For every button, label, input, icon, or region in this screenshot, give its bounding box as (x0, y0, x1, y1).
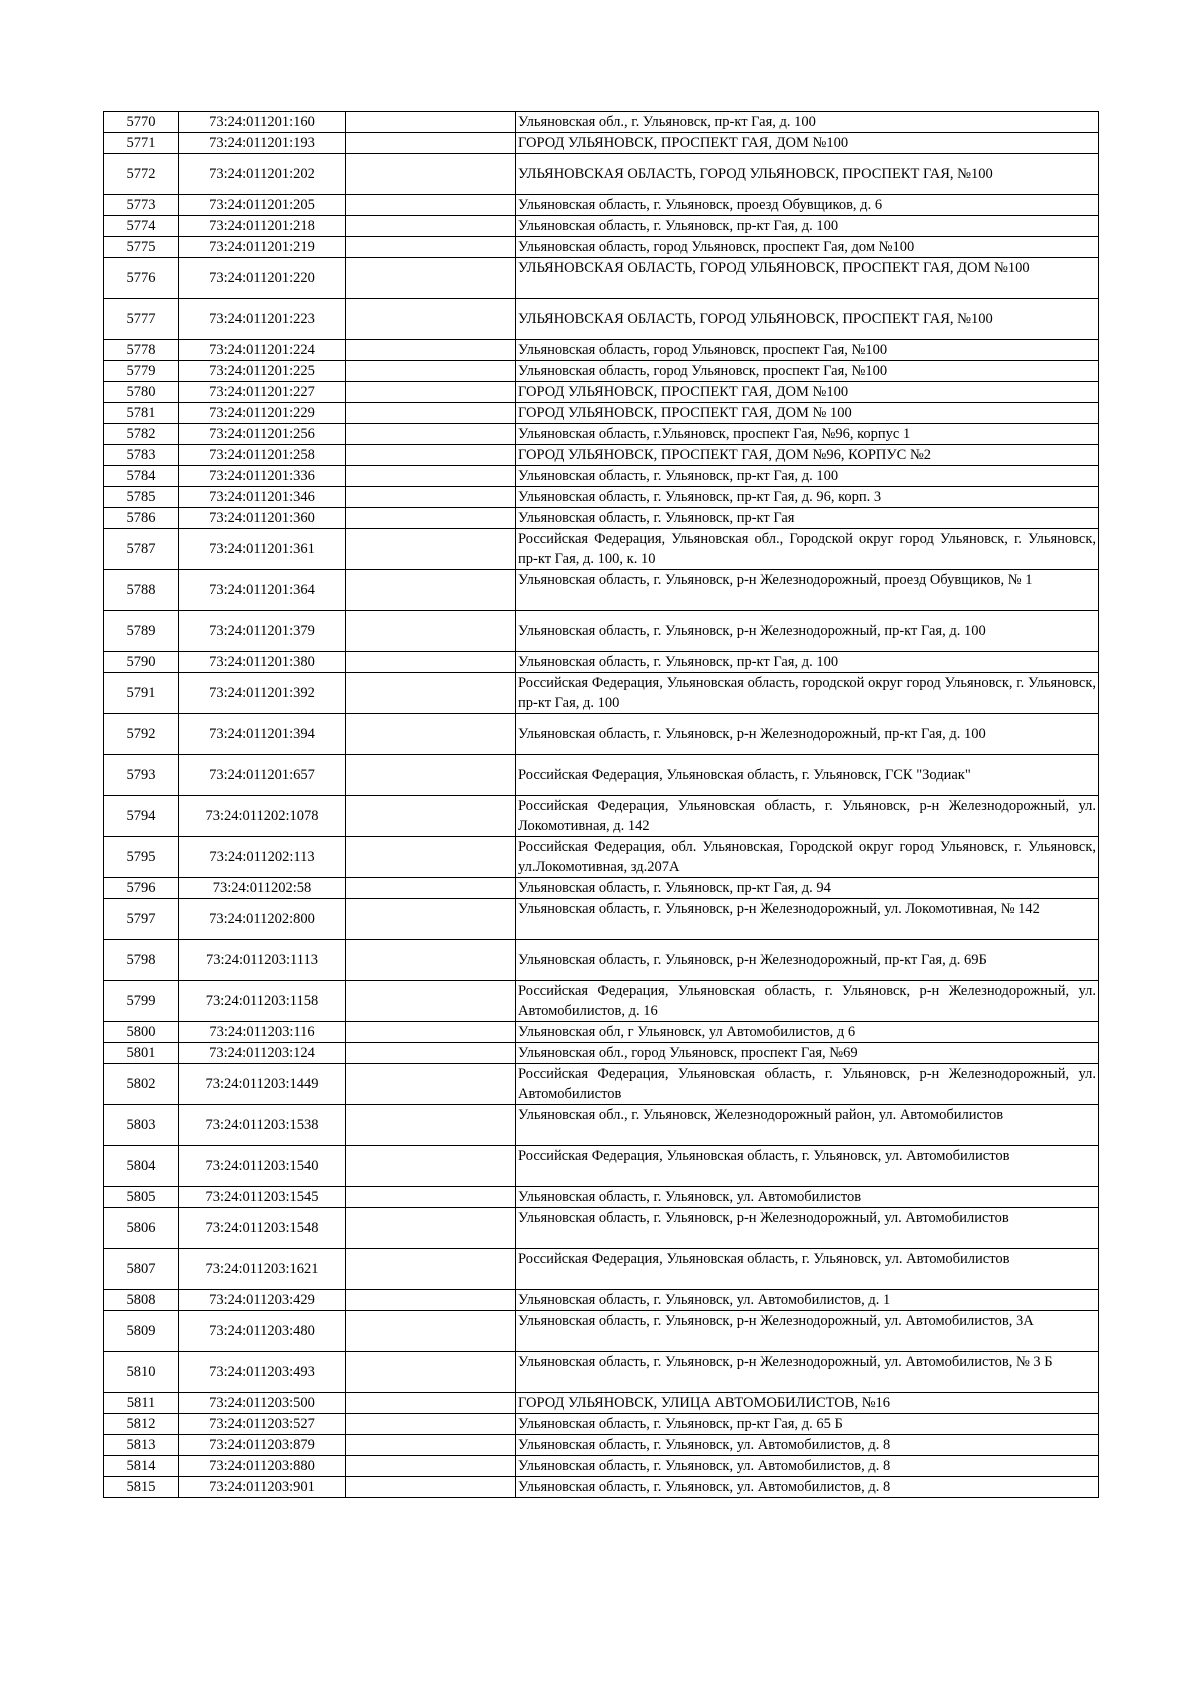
table-row (104, 1393, 1099, 1414)
table-row (104, 796, 1099, 837)
empty-cell (346, 570, 516, 611)
table-row (104, 237, 1099, 258)
table-row (104, 1105, 1099, 1146)
table-row (104, 1043, 1099, 1064)
address-cell: Ульяновская область, г. Ульяновск, пр-кт Гая, д. 94 (516, 878, 1099, 899)
row-number-cell: 5796 (104, 878, 179, 899)
row-number-cell: 5812 (104, 1414, 179, 1435)
address-cell: Российская Федерация, Ульяновская область, городской округ город Ульяновск, г. Ульяновск, пр-кт Гая, д. 100 (516, 673, 1099, 714)
address-cell: Ульяновская область, г. Ульяновск, р-н Железнодорожный, пр-кт Гая, д. 100 (516, 714, 1099, 755)
empty-cell (346, 1311, 516, 1352)
row-number-cell: 5779 (104, 361, 179, 382)
address-cell: Ульяновская область, г. Ульяновск, ул. Автомобилистов, д. 8 (516, 1456, 1099, 1477)
table-row (104, 466, 1099, 487)
row-number-cell: 5807 (104, 1249, 179, 1290)
row-number-cell: 5805 (104, 1187, 179, 1208)
row-number-cell: 5783 (104, 445, 179, 466)
row-number-cell: 5797 (104, 899, 179, 940)
cadastral-number-cell: 73:24:011203:1548 (179, 1208, 346, 1249)
table-row (104, 382, 1099, 403)
cadastral-number-cell: 73:24:011201:364 (179, 570, 346, 611)
cadastral-number-cell: 73:24:011201:218 (179, 216, 346, 237)
cadastral-number-cell: 73:24:011202:58 (179, 878, 346, 899)
table-row (104, 361, 1099, 382)
empty-cell (346, 237, 516, 258)
cadastral-number-cell: 73:24:011203:124 (179, 1043, 346, 1064)
address-cell: Ульяновская область, г. Ульяновск, р-н Железнодорожный, ул. Локомотивная, № 142 (516, 899, 1099, 940)
empty-cell (346, 195, 516, 216)
address-cell: Ульяновская область, г. Ульяновск, ул. Автомобилистов, д. 8 (516, 1435, 1099, 1456)
row-number-cell: 5800 (104, 1022, 179, 1043)
address-cell: Ульяновская обл., г. Ульяновск, Железнодорожный район, ул. Автомобилистов (516, 1105, 1099, 1146)
empty-cell (346, 216, 516, 237)
row-number-cell: 5809 (104, 1311, 179, 1352)
address-cell: Российская Федерация, Ульяновская область, г. Ульяновск, ул. Автомобилистов (516, 1146, 1099, 1187)
table-row (104, 837, 1099, 878)
empty-cell (346, 1435, 516, 1456)
cadastral-number-cell: 73:24:011201:360 (179, 508, 346, 529)
address-cell: Российская Федерация, Ульяновская область, г. Ульяновск, р-н Железнодорожный, ул. Автомобилистов (516, 1064, 1099, 1105)
cadastral-number-cell: 73:24:011203:429 (179, 1290, 346, 1311)
table-row (104, 424, 1099, 445)
cadastral-number-cell: 73:24:011203:527 (179, 1414, 346, 1435)
table-row (104, 755, 1099, 796)
address-cell: Российская Федерация, обл. Ульяновская, Городской округ город Ульяновск, г. Ульяновск, ул.Локомотивная, зд.207А (516, 837, 1099, 878)
table-row (104, 299, 1099, 340)
empty-cell (346, 382, 516, 403)
cadastral-number-cell: 73:24:011201:361 (179, 529, 346, 570)
row-number-cell: 5804 (104, 1146, 179, 1187)
row-number-cell: 5778 (104, 340, 179, 361)
row-number-cell: 5808 (104, 1290, 179, 1311)
table-row (104, 1187, 1099, 1208)
table-row (104, 1064, 1099, 1105)
empty-cell (346, 487, 516, 508)
empty-cell (346, 796, 516, 837)
table-body (104, 112, 1099, 1498)
address-cell: Ульяновская область, г. Ульяновск, проезд Обувщиков, д. 6 (516, 195, 1099, 216)
empty-cell (346, 1064, 516, 1105)
cadastral-number-cell: 73:24:011203:493 (179, 1352, 346, 1393)
row-number-cell: 5780 (104, 382, 179, 403)
table-row (104, 445, 1099, 466)
table-row (104, 1456, 1099, 1477)
cadastral-number-cell: 73:24:011201:160 (179, 112, 346, 133)
address-cell: Российская Федерация, Ульяновская область, г. Ульяновск, ул. Автомобилистов (516, 1249, 1099, 1290)
row-number-cell: 5814 (104, 1456, 179, 1477)
address-cell: Ульяновская область, г. Ульяновск, р-н Железнодорожный, пр-кт Гая, д. 100 (516, 611, 1099, 652)
empty-cell (346, 940, 516, 981)
row-number-cell: 5811 (104, 1393, 179, 1414)
address-cell: ГОРОД УЛЬЯНОВСК, ПРОСПЕКТ ГАЯ, ДОМ №100 (516, 382, 1099, 403)
empty-cell (346, 445, 516, 466)
address-cell: Российская Федерация, Ульяновская область, г. Ульяновск, ГСК "Зодиак" (516, 755, 1099, 796)
address-cell: ГОРОД УЛЬЯНОВСК, ПРОСПЕКТ ГАЯ, ДОМ №96, КОРПУС №2 (516, 445, 1099, 466)
address-cell: Ульяновская обл, г Ульяновск, ул Автомобилистов, д 6 (516, 1022, 1099, 1043)
row-number-cell: 5777 (104, 299, 179, 340)
table-row (104, 570, 1099, 611)
empty-cell (346, 1208, 516, 1249)
cadastral-number-cell: 73:24:011203:1113 (179, 940, 346, 981)
cadastral-number-cell: 73:24:011201:346 (179, 487, 346, 508)
table-row (104, 899, 1099, 940)
table-row (104, 1208, 1099, 1249)
table-row (104, 403, 1099, 424)
table-row (104, 714, 1099, 755)
row-number-cell: 5773 (104, 195, 179, 216)
table-row (104, 154, 1099, 195)
cadastral-number-cell: 73:24:011201:258 (179, 445, 346, 466)
cadastral-number-cell: 73:24:011201:225 (179, 361, 346, 382)
table-row (104, 133, 1099, 154)
row-number-cell: 5813 (104, 1435, 179, 1456)
row-number-cell: 5789 (104, 611, 179, 652)
table-row (104, 1414, 1099, 1435)
cadastral-number-cell: 73:24:011203:1538 (179, 1105, 346, 1146)
cadastral-number-cell: 73:24:011201:336 (179, 466, 346, 487)
cadastral-number-cell: 73:24:011201:220 (179, 258, 346, 299)
cadastral-number-cell: 73:24:011201:202 (179, 154, 346, 195)
row-number-cell: 5774 (104, 216, 179, 237)
address-cell: УЛЬЯНОВСКАЯ ОБЛАСТЬ, ГОРОД УЛЬЯНОВСК, ПРОСПЕКТ ГАЯ, №100 (516, 154, 1099, 195)
cadastral-number-cell: 73:24:011202:1078 (179, 796, 346, 837)
table-row (104, 1249, 1099, 1290)
address-cell: Ульяновская область, г. Ульяновск, р-н Железнодорожный, пр-кт Гая, д. 69Б (516, 940, 1099, 981)
address-cell: Ульяновская обл., г. Ульяновск, пр-кт Гая, д. 100 (516, 112, 1099, 133)
table-row (104, 673, 1099, 714)
table-row (104, 1352, 1099, 1393)
address-cell: Ульяновская область, г. Ульяновск, пр-кт Гая, д. 100 (516, 652, 1099, 673)
cadastral-number-cell: 73:24:011201:219 (179, 237, 346, 258)
table-row (104, 195, 1099, 216)
address-cell: Ульяновская область, г. Ульяновск, пр-кт Гая, д. 100 (516, 216, 1099, 237)
table-row (104, 508, 1099, 529)
row-number-cell: 5793 (104, 755, 179, 796)
row-number-cell: 5790 (104, 652, 179, 673)
cadastral-number-cell: 73:24:011203:1621 (179, 1249, 346, 1290)
row-number-cell: 5802 (104, 1064, 179, 1105)
address-cell: ГОРОД УЛЬЯНОВСК, УЛИЦА АВТОМОБИЛИСТОВ, №16 (516, 1393, 1099, 1414)
address-cell: ГОРОД УЛЬЯНОВСК, ПРОСПЕКТ ГАЯ, ДОМ № 100 (516, 403, 1099, 424)
cadastral-number-cell: 73:24:011201:223 (179, 299, 346, 340)
row-number-cell: 5786 (104, 508, 179, 529)
empty-cell (346, 1105, 516, 1146)
address-cell: Ульяновская область, г. Ульяновск, пр-кт Гая, д. 65 Б (516, 1414, 1099, 1435)
row-number-cell: 5792 (104, 714, 179, 755)
cadastral-number-cell: 73:24:011203:480 (179, 1311, 346, 1352)
cadastral-table (103, 111, 1099, 1498)
cadastral-number-cell: 73:24:011203:880 (179, 1456, 346, 1477)
empty-cell (346, 1352, 516, 1393)
row-number-cell: 5788 (104, 570, 179, 611)
address-cell: Ульяновская область, г.Ульяновск, проспект Гая, №96, корпус 1 (516, 424, 1099, 445)
table-row (104, 878, 1099, 899)
table-row (104, 216, 1099, 237)
row-number-cell: 5803 (104, 1105, 179, 1146)
cadastral-number-cell: 73:24:011203:500 (179, 1393, 346, 1414)
table-row (104, 1435, 1099, 1456)
empty-cell (346, 1290, 516, 1311)
table-row (104, 112, 1099, 133)
empty-cell (346, 1249, 516, 1290)
row-number-cell: 5810 (104, 1352, 179, 1393)
table-row (104, 1311, 1099, 1352)
address-cell: Ульяновская область, г. Ульяновск, р-н Железнодорожный, ул. Автомобилистов, № 3 Б (516, 1352, 1099, 1393)
table-row (104, 1022, 1099, 1043)
cadastral-number-cell: 73:24:011202:800 (179, 899, 346, 940)
address-cell: УЛЬЯНОВСКАЯ ОБЛАСТЬ, ГОРОД УЛЬЯНОВСК, ПРОСПЕКТ ГАЯ, №100 (516, 299, 1099, 340)
row-number-cell: 5795 (104, 837, 179, 878)
empty-cell (346, 981, 516, 1022)
table-row (104, 611, 1099, 652)
empty-cell (346, 361, 516, 382)
empty-cell (346, 652, 516, 673)
empty-cell (346, 154, 516, 195)
empty-cell (346, 878, 516, 899)
row-number-cell: 5799 (104, 981, 179, 1022)
table-row (104, 1477, 1099, 1498)
address-cell: Ульяновская область, г. Ульяновск, ул. Автомобилистов (516, 1187, 1099, 1208)
empty-cell (346, 133, 516, 154)
empty-cell (346, 837, 516, 878)
empty-cell (346, 1393, 516, 1414)
cadastral-number-cell: 73:24:011201:380 (179, 652, 346, 673)
table-row (104, 529, 1099, 570)
cadastral-number-cell: 73:24:011203:879 (179, 1435, 346, 1456)
table-row (104, 487, 1099, 508)
empty-cell (346, 112, 516, 133)
cadastral-number-cell: 73:24:011201:227 (179, 382, 346, 403)
address-cell: Российская Федерация, Ульяновская область, г. Ульяновск, р-н Железнодорожный, ул. Автомобилистов, д. 16 (516, 981, 1099, 1022)
empty-cell (346, 1187, 516, 1208)
address-cell: Ульяновская область, г. Ульяновск, р-н Железнодорожный, ул. Автомобилистов (516, 1208, 1099, 1249)
address-cell: УЛЬЯНОВСКАЯ ОБЛАСТЬ, ГОРОД УЛЬЯНОВСК, ПРОСПЕКТ ГАЯ, ДОМ №100 (516, 258, 1099, 299)
empty-cell (346, 299, 516, 340)
row-number-cell: 5787 (104, 529, 179, 570)
empty-cell (346, 611, 516, 652)
address-cell: Ульяновская область, город Ульяновск, проспект Гая, №100 (516, 340, 1099, 361)
cadastral-number-cell: 73:24:011203:1540 (179, 1146, 346, 1187)
row-number-cell: 5801 (104, 1043, 179, 1064)
cadastral-number-cell: 73:24:011203:1545 (179, 1187, 346, 1208)
address-cell: Ульяновская область, г. Ульяновск, ул. Автомобилистов, д. 8 (516, 1477, 1099, 1498)
empty-cell (346, 899, 516, 940)
address-cell: Ульяновская область, г. Ульяновск, р-н Железнодорожный, ул. Автомобилистов, 3А (516, 1311, 1099, 1352)
cadastral-number-cell: 73:24:011201:256 (179, 424, 346, 445)
empty-cell (346, 403, 516, 424)
cadastral-number-cell: 73:24:011201:392 (179, 673, 346, 714)
cadastral-number-cell: 73:24:011201:205 (179, 195, 346, 216)
empty-cell (346, 1022, 516, 1043)
row-number-cell: 5776 (104, 258, 179, 299)
empty-cell (346, 1477, 516, 1498)
cadastral-number-cell: 73:24:011201:224 (179, 340, 346, 361)
row-number-cell: 5791 (104, 673, 179, 714)
table-row (104, 940, 1099, 981)
address-cell: Ульяновская область, г. Ульяновск, ул. Автомобилистов, д. 1 (516, 1290, 1099, 1311)
address-cell: Российская Федерация, Ульяновская обл., Городской округ город Ульяновск, г. Ульяновск, пр-кт Гая, д. 100, к. 10 (516, 529, 1099, 570)
empty-cell (346, 673, 516, 714)
address-cell: Ульяновская область, г. Ульяновск, пр-кт Гая, д. 100 (516, 466, 1099, 487)
row-number-cell: 5785 (104, 487, 179, 508)
row-number-cell: 5794 (104, 796, 179, 837)
address-cell: Ульяновская обл., город Ульяновск, проспект Гая, №69 (516, 1043, 1099, 1064)
table-row (104, 1290, 1099, 1311)
cadastral-number-cell: 73:24:011203:116 (179, 1022, 346, 1043)
row-number-cell: 5770 (104, 112, 179, 133)
table-row (104, 340, 1099, 361)
row-number-cell: 5775 (104, 237, 179, 258)
cadastral-number-cell: 73:24:011201:229 (179, 403, 346, 424)
row-number-cell: 5772 (104, 154, 179, 195)
cadastral-number-cell: 73:24:011201:193 (179, 133, 346, 154)
row-number-cell: 5782 (104, 424, 179, 445)
empty-cell (346, 424, 516, 445)
cadastral-number-cell: 73:24:011203:1158 (179, 981, 346, 1022)
address-cell: Ульяновская область, город Ульяновск, проспект Гая, №100 (516, 361, 1099, 382)
row-number-cell: 5798 (104, 940, 179, 981)
row-number-cell: 5771 (104, 133, 179, 154)
empty-cell (346, 340, 516, 361)
empty-cell (346, 1414, 516, 1435)
empty-cell (346, 755, 516, 796)
table-row (104, 981, 1099, 1022)
table-row (104, 1146, 1099, 1187)
address-cell: Ульяновская область, г. Ульяновск, пр-кт Гая (516, 508, 1099, 529)
cadastral-number-cell: 73:24:011202:113 (179, 837, 346, 878)
cadastral-number-cell: 73:24:011201:657 (179, 755, 346, 796)
cadastral-number-cell: 73:24:011201:394 (179, 714, 346, 755)
row-number-cell: 5806 (104, 1208, 179, 1249)
empty-cell (346, 1043, 516, 1064)
empty-cell (346, 258, 516, 299)
cadastral-number-cell: 73:24:011203:1449 (179, 1064, 346, 1105)
address-cell: Российская Федерация, Ульяновская область, г. Ульяновск, р-н Железнодорожный, ул. Локомотивная, д. 142 (516, 796, 1099, 837)
address-cell: ГОРОД УЛЬЯНОВСК, ПРОСПЕКТ ГАЯ, ДОМ №100 (516, 133, 1099, 154)
table-row (104, 258, 1099, 299)
cadastral-number-cell: 73:24:011201:379 (179, 611, 346, 652)
address-cell: Ульяновская область, город Ульяновск, проспект Гая, дом №100 (516, 237, 1099, 258)
empty-cell (346, 529, 516, 570)
empty-cell (346, 1456, 516, 1477)
empty-cell (346, 1146, 516, 1187)
empty-cell (346, 508, 516, 529)
empty-cell (346, 714, 516, 755)
address-cell: Ульяновская область, г. Ульяновск, р-н Железнодорожный, проезд Обувщиков, № 1 (516, 570, 1099, 611)
cadastral-number-cell: 73:24:011203:901 (179, 1477, 346, 1498)
address-cell: Ульяновская область, г. Ульяновск, пр-кт Гая, д. 96, корп. 3 (516, 487, 1099, 508)
empty-cell (346, 466, 516, 487)
table-row (104, 652, 1099, 673)
row-number-cell: 5781 (104, 403, 179, 424)
row-number-cell: 5815 (104, 1477, 179, 1498)
row-number-cell: 5784 (104, 466, 179, 487)
